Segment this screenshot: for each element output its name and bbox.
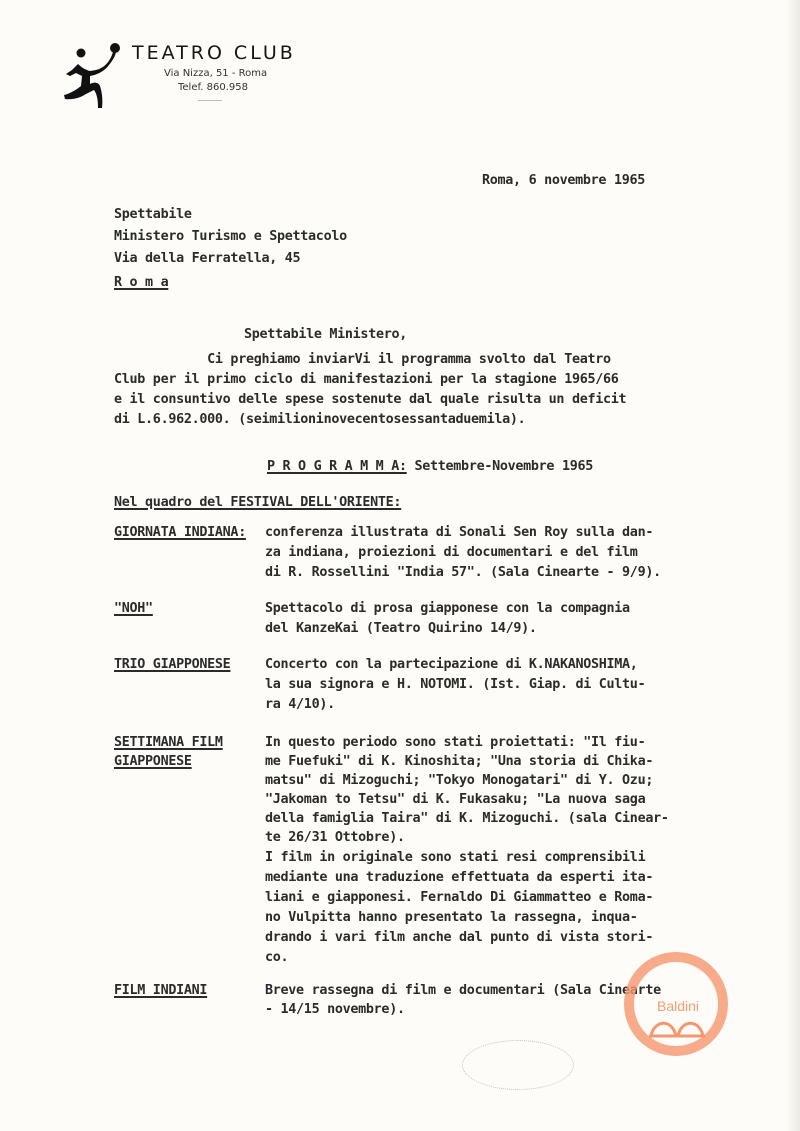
body-line-3: e il consuntivo delle spese sostenute dal quale risulta un deficit [114, 392, 627, 407]
entry-line: co. [265, 950, 289, 965]
entry-line: In questo periodo sono stati proiettati: "Il fiu- [265, 735, 646, 750]
salutation: Spettabile Ministero, [244, 327, 407, 342]
entry-label-settimana-film: SETTIMANA FILM [114, 735, 223, 750]
program-period: Settembre-Novembre 1965 [406, 459, 594, 474]
entry-line: matsu" di Mizoguchi; "Tokyo Monogatari" di Y. Ozu; [265, 773, 654, 788]
entry-line: la sua signora e H. NOTOMI. (Ist. Giap. di Cultu- [265, 677, 646, 692]
entry-line: za indiana, proiezioni di documentari e del film [265, 545, 638, 560]
body-line-2: Club per il primo ciclo di manifestazioni per la stagione 1965/66 [114, 372, 619, 387]
entry-line: - 14/15 novembre). [265, 1002, 405, 1017]
recipient-city: R o m a [114, 275, 169, 290]
entry-line: conferenza illustrata di Sonali Sen Roy sulla dan- [265, 525, 654, 540]
entry-line: Spettacolo di prosa giapponese con la compagnia [265, 601, 630, 616]
entry-line: mediante una traduzione effettuata da esperti ita- [265, 870, 654, 885]
entry-line: ra 4/10). [265, 697, 335, 712]
letterhead-rule [198, 100, 222, 101]
letterhead-title: TEATRO CLUB [132, 42, 296, 64]
entry-line: liani e giapponesi. Fernaldo Di Giammatteo e Roma- [265, 890, 654, 905]
entry-line: te 26/31 Ottobre). [265, 830, 405, 845]
entry-label-noh: "NOH" [114, 601, 153, 616]
entry-line: drando i vari film anche dal punto di vista stori- [265, 930, 654, 945]
program-label: P R O G R A M M A: [267, 459, 407, 474]
date-line: Roma, 6 novembre 1965 [482, 173, 645, 188]
faded-ink-stamp [462, 1040, 574, 1090]
entry-line: Breve rassegna di film e documentari (Sala Cinearte [265, 983, 661, 998]
page-edge-shadow [786, 0, 800, 1131]
body-line-4: di L.6.962.000. (seimilioninovecentosessantaduemila). [114, 412, 526, 427]
recipient-line-3: Via della Ferratella, 45 [114, 251, 301, 266]
program-heading [267, 457, 593, 478]
entry-line: Concerto con la partecipazione di K.NAKANOSHIMA, [265, 657, 638, 672]
baldini-watermark-text: Baldini [657, 998, 700, 1014]
entry-line: "Jakoman to Tetsu" di K. Fukasaku; "La nuova saga [265, 792, 646, 807]
dancer-logo-icon [60, 40, 122, 112]
entry-line: di R. Rossellini "India 57". (Sala Cinearte - 9/9). [265, 565, 661, 580]
letterhead-phone: Telef. 860.958 [178, 82, 248, 93]
entry-line: del KanzeKai (Teatro Quirino 14/9). [265, 621, 537, 636]
entry-label-giapponese: GIAPPONESE [114, 754, 192, 769]
entry-label-giornata-indiana: GIORNATA INDIANA: [114, 525, 246, 540]
letterhead-address: Via Nizza, 51 - Roma [164, 68, 268, 79]
entry-line: me Fuefuki" di K. Kinoshita; "Una storia di Chika- [265, 754, 654, 769]
open-book-icon [648, 1014, 706, 1038]
recipient-line-1: Spettabile [114, 207, 192, 222]
recipient-line-2: Ministero Turismo e Spettacolo [114, 229, 347, 244]
entry-line: della famiglia Taira" di K. Mizoguchi. (sala Cinear- [265, 811, 669, 826]
entry-label-film-indiani: FILM INDIANI [114, 983, 208, 998]
entry-label-trio-giapponese: TRIO GIAPPONESE [114, 657, 231, 672]
entry-line: no Vulpitta hanno presentato la rassegna, inqua- [265, 910, 638, 925]
entry-line: I film in originale sono stati resi comprensibili [265, 850, 646, 865]
festival-heading: Nel quadro del FESTIVAL DELL'ORIENTE: [114, 495, 402, 510]
body-line-1: Ci preghiamo inviarVi il programma svolto dal Teatro [114, 352, 611, 367]
